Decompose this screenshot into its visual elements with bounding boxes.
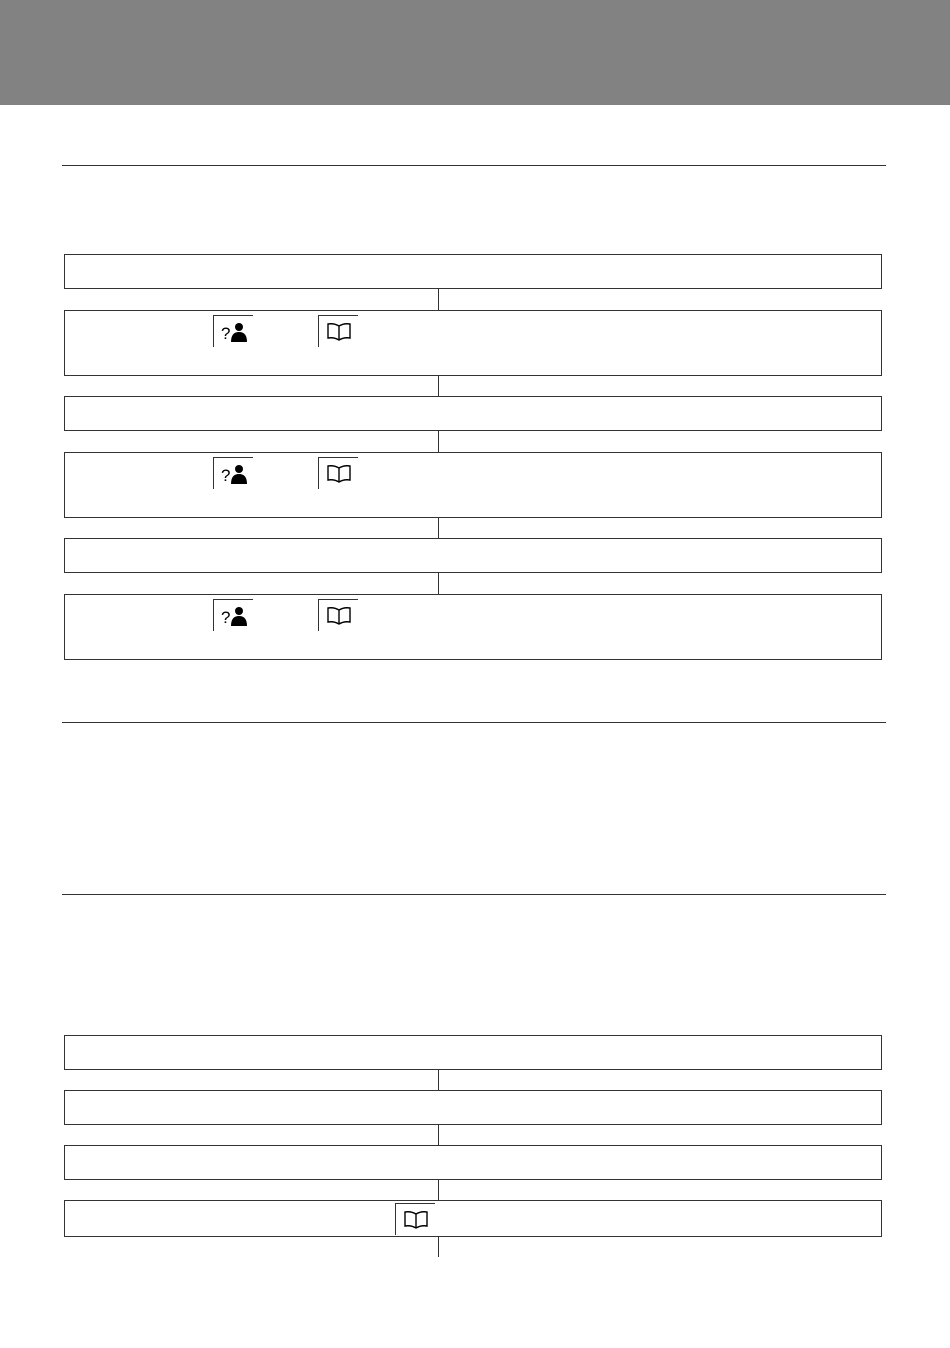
flow-step-1 — [64, 1035, 882, 1070]
question-person-icon — [213, 315, 253, 347]
open-book-icon — [318, 315, 358, 347]
flow-step-4 — [64, 452, 882, 518]
flow-step-5 — [64, 538, 882, 573]
flow-connector — [438, 573, 439, 594]
flow-connector — [438, 431, 439, 452]
flow-step-3 — [64, 1145, 882, 1180]
flow-connector — [438, 376, 439, 396]
svg-text:?: ? — [220, 465, 230, 485]
question-person-icon — [213, 457, 253, 489]
flow-step-3 — [64, 396, 882, 431]
open-book-icon — [318, 599, 358, 631]
flow-connector — [438, 1237, 439, 1257]
header-band — [0, 0, 950, 105]
flow-connector — [438, 1070, 439, 1090]
flow-step-2 — [64, 1090, 882, 1125]
flow-step-6 — [64, 594, 882, 660]
open-book-icon — [318, 457, 358, 489]
section-divider-2 — [62, 722, 886, 723]
open-book-icon — [395, 1203, 435, 1235]
section-divider-1 — [62, 165, 886, 166]
svg-text:?: ? — [220, 607, 230, 627]
flow-connector — [438, 1125, 439, 1145]
flow-connector — [438, 289, 439, 310]
flow-connector — [438, 1180, 439, 1200]
flow-connector — [438, 518, 439, 538]
flow-step-2 — [64, 310, 882, 376]
flow-step-4 — [64, 1200, 882, 1237]
section-divider-3 — [62, 894, 886, 895]
flow-step-1 — [64, 254, 882, 289]
question-person-icon — [213, 599, 253, 631]
svg-text:?: ? — [220, 323, 230, 343]
